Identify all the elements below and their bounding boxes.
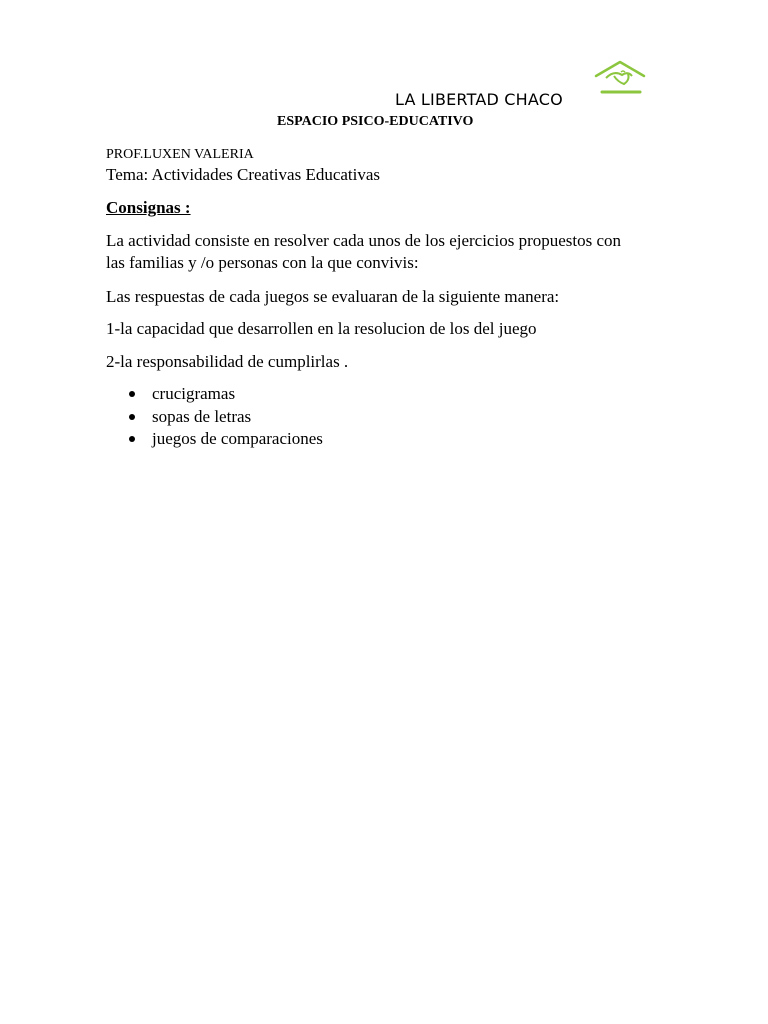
list-item-text: sopas de letras	[152, 406, 252, 426]
header-title: LA LIBERTAD CHACO	[395, 90, 563, 109]
bullet-icon	[129, 436, 135, 442]
paragraph-line: La actividad consiste en resolver cada unos de los ejercicios propuestos con	[106, 231, 622, 250]
bullet-icon	[129, 414, 135, 420]
paragraph-criterion-2: 2-la responsabilidad de cumplirlas .	[106, 352, 349, 371]
topic-line: Tema: Actividades Creativas Educativas	[106, 165, 381, 184]
paragraph-evaluation: Las respuestas de cada juegos se evaluaran de la siguiente manera:	[106, 287, 560, 306]
instructions-heading: Consignas :	[106, 198, 191, 217]
list-item	[106, 406, 323, 429]
list-item-text: crucigramas	[152, 384, 236, 403]
activities-list	[106, 383, 323, 451]
header-subtitle: ESPACIO PSICO-EDUCATIVO	[277, 114, 474, 129]
list-item-text: juegos de comparaciones	[152, 429, 323, 448]
paragraph-line: las familias y /o personas con la que convivis:	[106, 253, 419, 272]
bullet-icon	[129, 391, 135, 397]
paragraph-activity-description	[106, 230, 621, 274]
list-item	[106, 428, 323, 451]
author-name: PROF.LUXEN VALERIA	[106, 147, 254, 162]
paragraph-criterion-1: 1-la capacidad que desarrollen en la resolucion de los del juego	[106, 319, 537, 338]
list-item	[106, 383, 323, 406]
house-heart-logo-icon	[592, 58, 648, 98]
